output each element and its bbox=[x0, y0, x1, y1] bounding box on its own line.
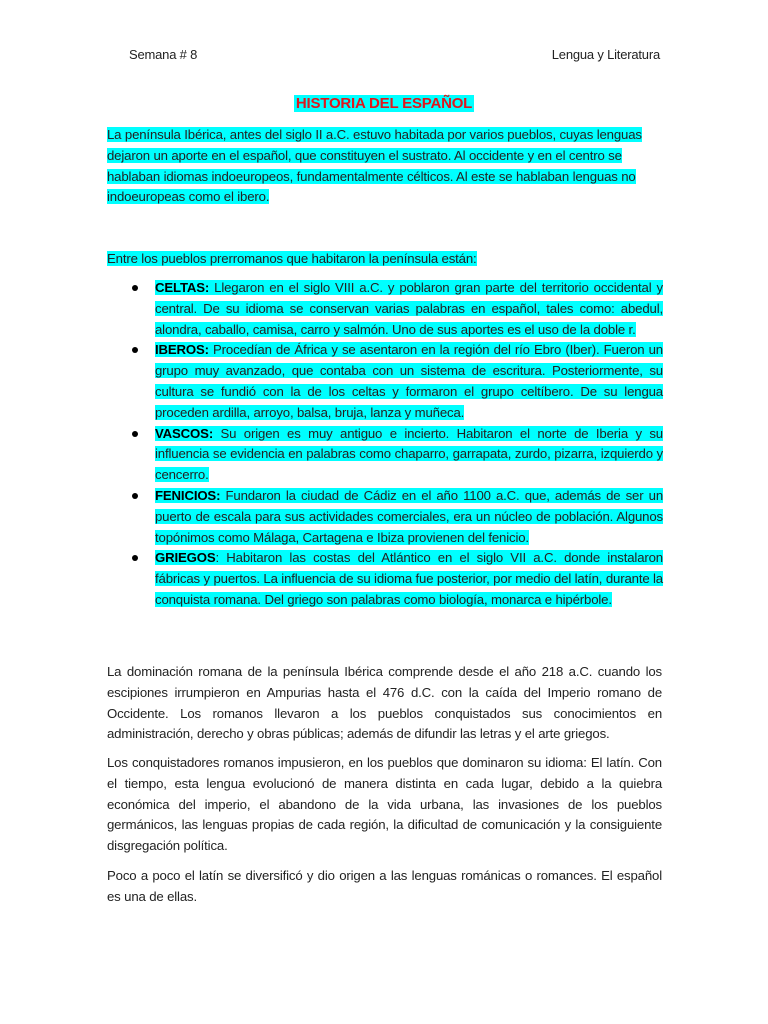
bullet-icon bbox=[132, 493, 138, 499]
bullet-icon bbox=[132, 555, 138, 561]
bullet-icon bbox=[132, 431, 138, 437]
header-week: Semana # 8 bbox=[129, 47, 198, 62]
roman-domination-paragraph: La dominación romana de la península Ibérica comprende desde el año 218 a.C. cuando los escipiones irrumpieron en Ampurias hasta el 476 d.C. con la caída del Imperio romano de Occidente. Los romanos llevaron a los pueblos conquistados sus conocimientos en administración, derecho y obras públicas; además de difundir las letras y el arte griegos. bbox=[107, 664, 662, 742]
list-item-celtas bbox=[129, 278, 663, 340]
header-subject: Lengua y Literatura bbox=[551, 47, 660, 62]
document-title: HISTORIA DEL ESPAÑOL bbox=[295, 95, 473, 112]
desc-iberos: Procedían de África y se asentaron en la región del río Ebro (Iber). Fueron un grupo muy avanzado, que contaba con un sistema de escritura. Posteriormente, su cultura se fundió con la de los celtas y formaron el grupo celtíbero. De su lengua proceden ardilla, arroyo, balsa, bruja, lanza y muñeca. bbox=[155, 342, 663, 420]
bullet-icon bbox=[132, 347, 138, 353]
term-griegos: GRIEGOS bbox=[155, 550, 216, 566]
intro-text: La península Ibérica, antes del siglo II a.C. estuvo habitada por varios pueblos, cuyas lenguas dejaron un aporte en el español, que constituyen el sustrato. Al occidente y en el centro se hablaban idiomas indoeuropeos, fundamentalmente célticos. Al este se hablaban lenguas no indoeuropeas como el ibero. bbox=[107, 127, 642, 205]
list-item-griegos bbox=[129, 548, 663, 610]
list-intro-text: Entre los pueblos prerromanos que habitaron la península están: bbox=[107, 251, 477, 266]
list-item-vascos bbox=[129, 424, 663, 486]
desc-celtas: Llegaron en el siglo VIII a.C. y poblaron gran parte del territorio occidental y central. De su idioma se conservan varias palabras en español, tales como: abedul, alondra, caballo, camisa, carro y salmón. Uno de sus aportes es el uso de la doble r. bbox=[155, 280, 663, 337]
term-celtas: CELTAS: bbox=[155, 280, 210, 295]
list-intro-paragraph bbox=[107, 249, 662, 270]
document-title-wrap bbox=[0, 94, 768, 114]
desc-fenicios: Fundaron la ciudad de Cádiz en el año 1100 a.C. que, además de ser un puerto de escala para sus actividades comerciales, era un núcleo de población. Algunos topónimos como Málaga, Cartagena e Ibiza provienen del fenicio. bbox=[155, 487, 663, 545]
desc-griegos: : Habitaron las costas del Atlántico en el siglo VII a.C. donde instalaron fábricas y puertos. La influencia de su idioma fue posterior, por medio del latín, durante la conquista romana. Del griego son palabras como biología, monarca e hipérbole. bbox=[155, 550, 663, 607]
list-item-fenicios bbox=[129, 486, 663, 548]
term-fenicios: FENICIOS: bbox=[155, 487, 221, 503]
peoples-list bbox=[129, 278, 663, 611]
intro-paragraph bbox=[107, 125, 662, 208]
bullet-icon bbox=[132, 285, 138, 291]
term-iberos: IBEROS: bbox=[155, 342, 209, 358]
term-vascos: VASCOS: bbox=[155, 425, 214, 441]
list-item-iberos bbox=[129, 340, 663, 423]
romance-languages-paragraph: Poco a poco el latín se diversificó y dio origen a las lenguas románicas o romances. El español es una de ellas. bbox=[107, 868, 662, 904]
desc-vascos: Su origen es muy antiguo e incierto. Habitaron el norte de Iberia y su influencia se evidencia en palabras como chaparro, garrapata, zurdo, pizarra, izquierdo y cencerro. bbox=[155, 425, 663, 483]
latin-evolution-paragraph: Los conquistadores romanos impusieron, en los pueblos que dominaron su idioma: El latín. Con el tiempo, esta lengua evolucionó de manera distinta en cada lugar, debido a la quiebra económica del imperio, el abandono de la vida urbana, las invasiones de los pueblos germánicos, las lenguas propias de cada región, la dificultad de comunicación y la consiguiente disgregación política. bbox=[107, 755, 662, 854]
